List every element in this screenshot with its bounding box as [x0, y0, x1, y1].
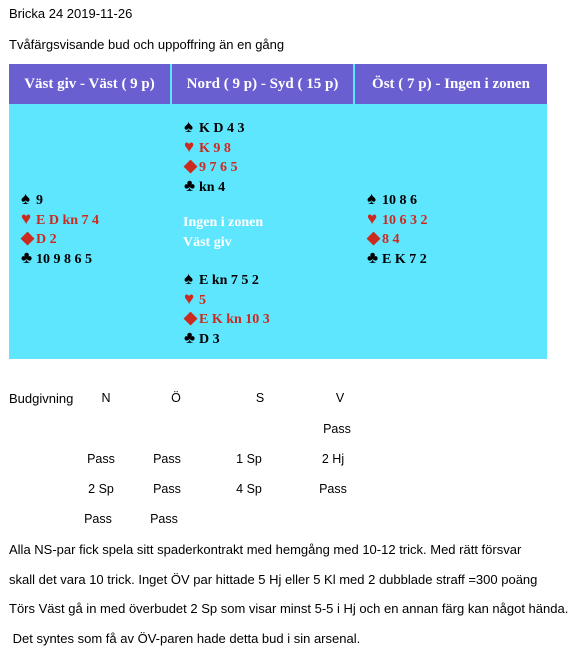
club-icon: ♣ [367, 247, 379, 267]
deal-info [183, 213, 263, 252]
west-hearts: E D kn 7 4 [36, 212, 100, 228]
deal-body [9, 104, 547, 359]
dealer-label: Väst giv [183, 234, 232, 250]
bid-cell: Pass [323, 422, 351, 436]
north-clubs: kn 4 [199, 179, 226, 195]
spade-icon: ♠ [21, 189, 31, 208]
east-hearts: 10 6 3 2 [382, 212, 428, 228]
club-icon: ♣ [184, 175, 196, 195]
diamond-icon: ◆ [21, 228, 35, 247]
north-spades: K D 4 3 [199, 121, 245, 136]
bid-cell: Pass [319, 482, 347, 496]
board-subtitle: Tvåfärgsvisande bud och uppoffring än en gång [9, 37, 285, 52]
deal-table [9, 64, 547, 359]
south-spades: E kn 7 5 2 [199, 273, 259, 288]
east-diamonds: 8 4 [382, 232, 400, 247]
heart-icon: ♥ [184, 136, 195, 156]
west-hand [21, 189, 99, 267]
bid-cell: Pass [153, 482, 181, 496]
heart-icon: ♥ [184, 288, 195, 308]
north-diamonds: 9 7 6 5 [199, 160, 238, 175]
bid-cell: Pass [153, 452, 181, 466]
spade-icon: ♠ [184, 117, 194, 136]
comment-line: skall det vara 10 trick. Inget ÖV par hittade 5 Hj eller 5 Kl med 2 dubblade straff =300 poäng [9, 572, 538, 587]
west-spades: 9 [36, 193, 43, 208]
bid-header-o: Ö [171, 391, 181, 405]
heart-icon: ♥ [367, 208, 378, 228]
bid-cell: Pass [150, 512, 178, 526]
diamond-icon: ◆ [184, 308, 198, 327]
bid-header-s: S [255, 391, 265, 405]
club-icon: ♣ [184, 327, 196, 347]
bid-cell: Pass [84, 512, 112, 526]
club-icon: ♣ [21, 247, 33, 267]
bid-cell: Pass [87, 452, 115, 466]
bid-cell: 4 Sp [236, 482, 262, 496]
heart-icon: ♥ [21, 208, 32, 228]
north-hand [184, 117, 245, 195]
board-title: Bricka 24 2019-11-26 [9, 6, 133, 21]
vulnerability-label: Ingen i zonen [183, 215, 264, 230]
bid-cell: 2 Hj [321, 452, 345, 466]
spade-icon: ♠ [367, 189, 377, 208]
east-spades: 10 8 6 [382, 193, 417, 208]
bid-header-v: V [335, 391, 345, 405]
diamond-icon: ◆ [184, 156, 198, 175]
bid-cell: 1 Sp [236, 452, 262, 466]
comment-line: Törs Väst gå in med överbudet 2 Sp som visar minst 5-5 i Hj och en annan färg kan något hända. [9, 601, 569, 616]
bidding-label: Budgivning [9, 391, 74, 406]
west-diamonds: D 2 [36, 232, 57, 247]
south-clubs: D 3 [199, 331, 220, 347]
east-clubs: E K 7 2 [382, 251, 427, 267]
bid-header-n: N [101, 391, 111, 405]
south-hearts: 5 [199, 292, 206, 308]
east-hand [367, 189, 428, 267]
spade-icon: ♠ [184, 269, 194, 288]
south-hand [184, 269, 270, 347]
comment-line: Det syntes som få av ÖV-paren hade detta bud i sin arsenal. [9, 631, 361, 646]
north-hearts: K 9 8 [199, 140, 231, 156]
west-clubs: 10 9 8 6 5 [36, 251, 92, 267]
diamond-icon: ◆ [367, 228, 381, 247]
header-east: Öst ( 7 p) - Ingen i zonen [355, 64, 547, 104]
south-diamonds: E K kn 10 3 [199, 312, 270, 327]
bid-cell: 2 Sp [88, 482, 114, 496]
comment-line: Alla NS-par fick spela sitt spaderkontrakt med hemgång med 10-12 trick. Med rätt försvar [9, 542, 522, 557]
header-north-south: Nord ( 9 p) - Syd ( 15 p) [172, 64, 355, 104]
header-west: Väst giv - Väst ( 9 p) [9, 64, 172, 104]
